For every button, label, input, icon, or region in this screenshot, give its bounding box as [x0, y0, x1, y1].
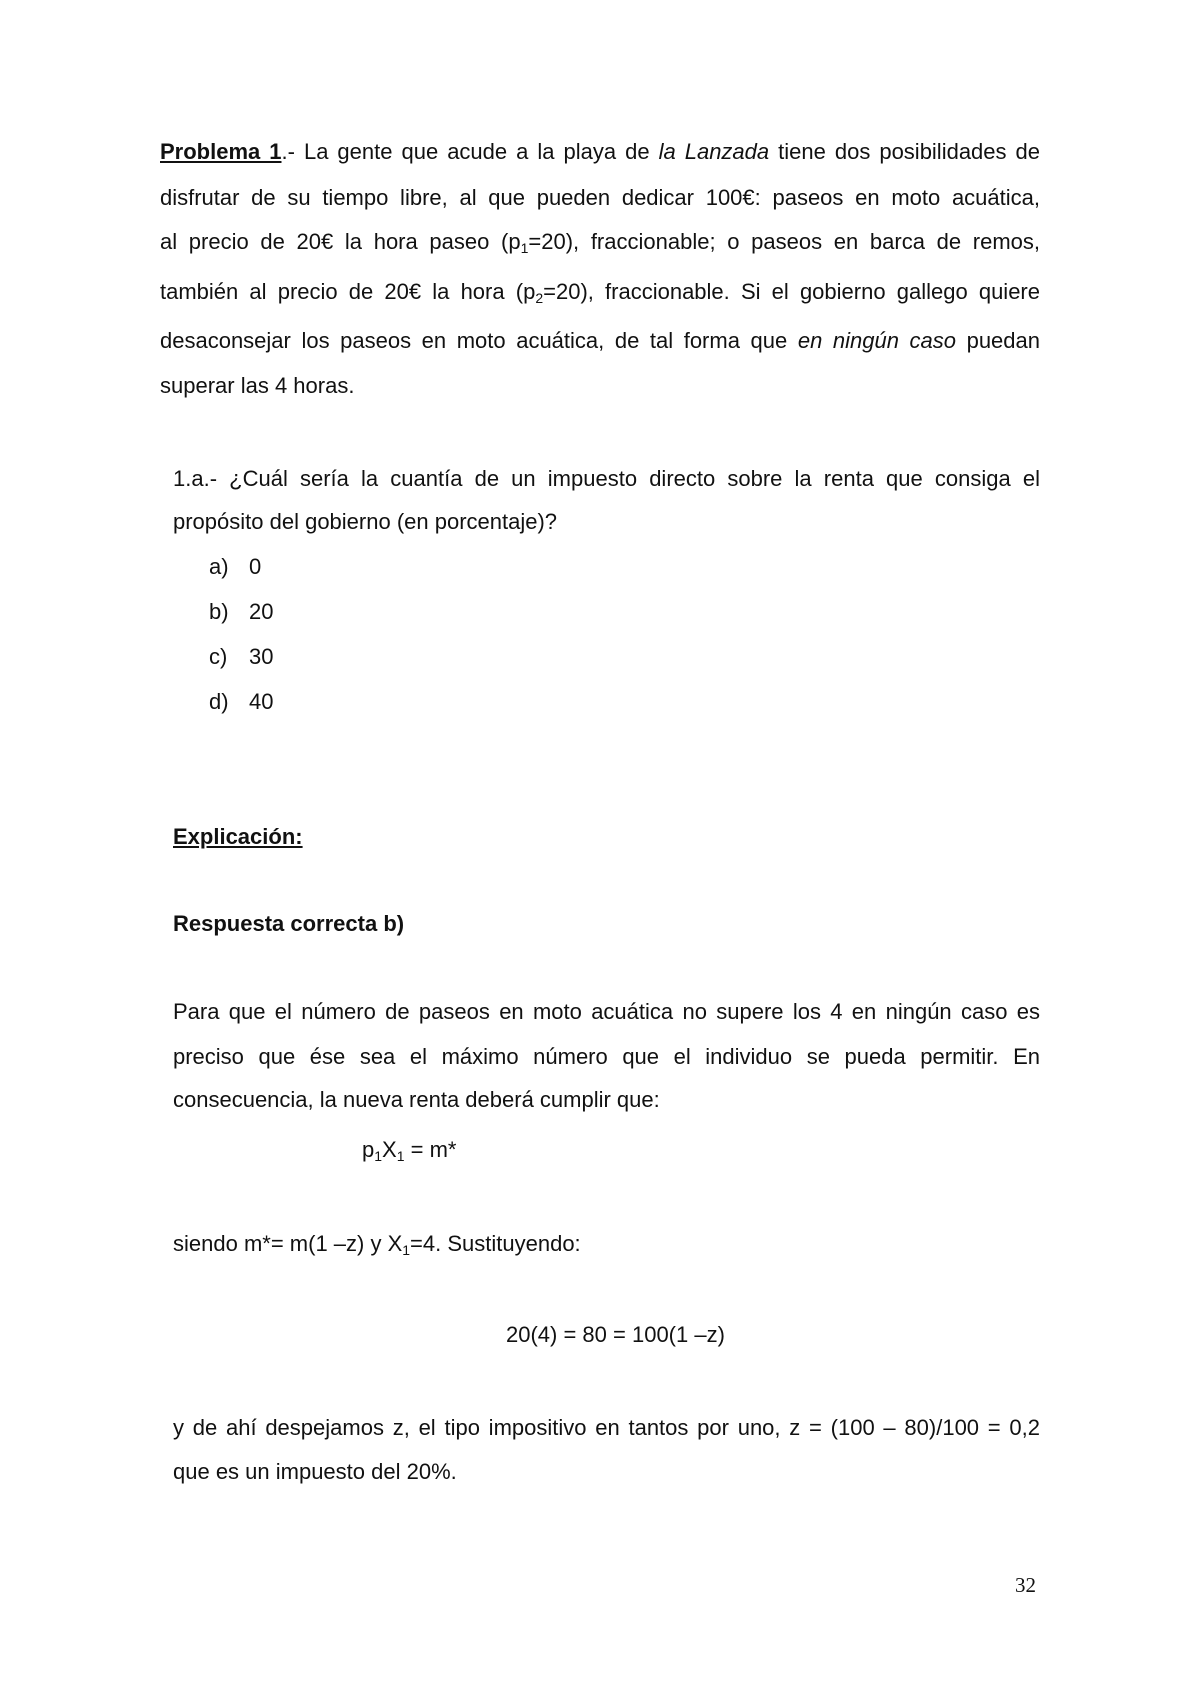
subscript: 2: [535, 290, 544, 306]
eq-symbol: X: [382, 1137, 397, 1162]
subscript: 1: [402, 1242, 411, 1258]
equation-2: 20(4) = 80 = 100(1 –z): [506, 1322, 725, 1347]
problem-text: desaconsejar los paseos en moto acuática, de tal forma que: [160, 328, 798, 353]
option-letter: a): [209, 554, 229, 579]
option-b: [209, 598, 273, 626]
problem-line-6: superar las 4 horas.: [160, 373, 355, 398]
option-value: 30: [249, 644, 274, 669]
page-number: 32: [1015, 1573, 1036, 1597]
eq-symbol: p: [362, 1137, 375, 1162]
option-value: 0: [249, 554, 262, 579]
correct-answer: Respuesta correcta b): [173, 911, 405, 936]
option-letter: b): [209, 599, 229, 624]
option-d: [209, 688, 273, 716]
problem-line-5: [160, 327, 1040, 355]
problem-text: al precio de 20€ la hora paseo (p: [160, 229, 521, 254]
problem-label-suffix: .-: [281, 139, 295, 164]
problem-text: puedan: [956, 328, 1040, 353]
siendo-line: [173, 1230, 581, 1258]
emphasis: en ningún caso: [797, 328, 956, 353]
problem-label: Problema 1: [160, 139, 282, 164]
question-line-2: propósito del gobierno (en porcentaje)?: [173, 509, 558, 534]
explanation-heading: Explicación:: [173, 824, 303, 849]
problem-text: tiene dos posibilidades de: [769, 139, 1041, 164]
explanation-para1-line-2: preciso que ése sea el máximo número que el individuo se pueda permitir. En: [173, 1044, 1040, 1069]
problem-text: La gente que acude a la playa de: [294, 139, 659, 164]
equation-1: [362, 1136, 457, 1164]
option-letter: d): [209, 689, 229, 714]
problem-line-2: disfrutar de su tiempo libre, al que pueden dedicar 100€: paseos en moto acuática,: [160, 185, 1040, 210]
subscript: 1: [374, 1148, 383, 1164]
problem-text: =20), fraccionable. Si el gobierno gallego quiere: [543, 279, 1040, 304]
explanation-para1-line-3: consecuencia, la nueva renta deberá cumplir que:: [173, 1087, 660, 1112]
problem-text: =20), fraccionable; o paseos en barca de remos,: [528, 229, 1040, 254]
problem-line-3: [160, 228, 1040, 256]
option-a: [209, 553, 261, 581]
problem-line-4: [160, 278, 1040, 306]
explanation-para1-line-1: Para que el número de paseos en moto acuática no supere los 4 en ningún caso es: [173, 999, 1040, 1024]
place-name: la Lanzada: [658, 139, 770, 164]
option-value: 20: [249, 599, 274, 624]
question-line-1: 1.a.- ¿Cuál sería la cuantía de un impuesto directo sobre la renta que consiga el: [173, 466, 1040, 491]
subscript: 1: [520, 240, 529, 256]
explanation-text: siendo m*= m(1 –z) y X: [173, 1231, 403, 1256]
explanation-para2-line-1: y de ahí despejamos z, el tipo impositivo en tantos por uno, z = (100 – 80)/100 = 0,2: [173, 1415, 1040, 1440]
problem-text: también al precio de 20€ la hora (p: [160, 279, 536, 304]
option-value: 40: [249, 689, 274, 714]
explanation-para2-line-2: que es un impuesto del 20%.: [173, 1459, 457, 1484]
option-c: [209, 643, 273, 671]
option-letter: c): [209, 644, 228, 669]
problem-line-1: [160, 138, 1040, 166]
subscript: 1: [396, 1148, 405, 1164]
eq-rest: = m*: [404, 1137, 457, 1162]
explanation-text: =4. Sustituyendo:: [410, 1231, 581, 1256]
